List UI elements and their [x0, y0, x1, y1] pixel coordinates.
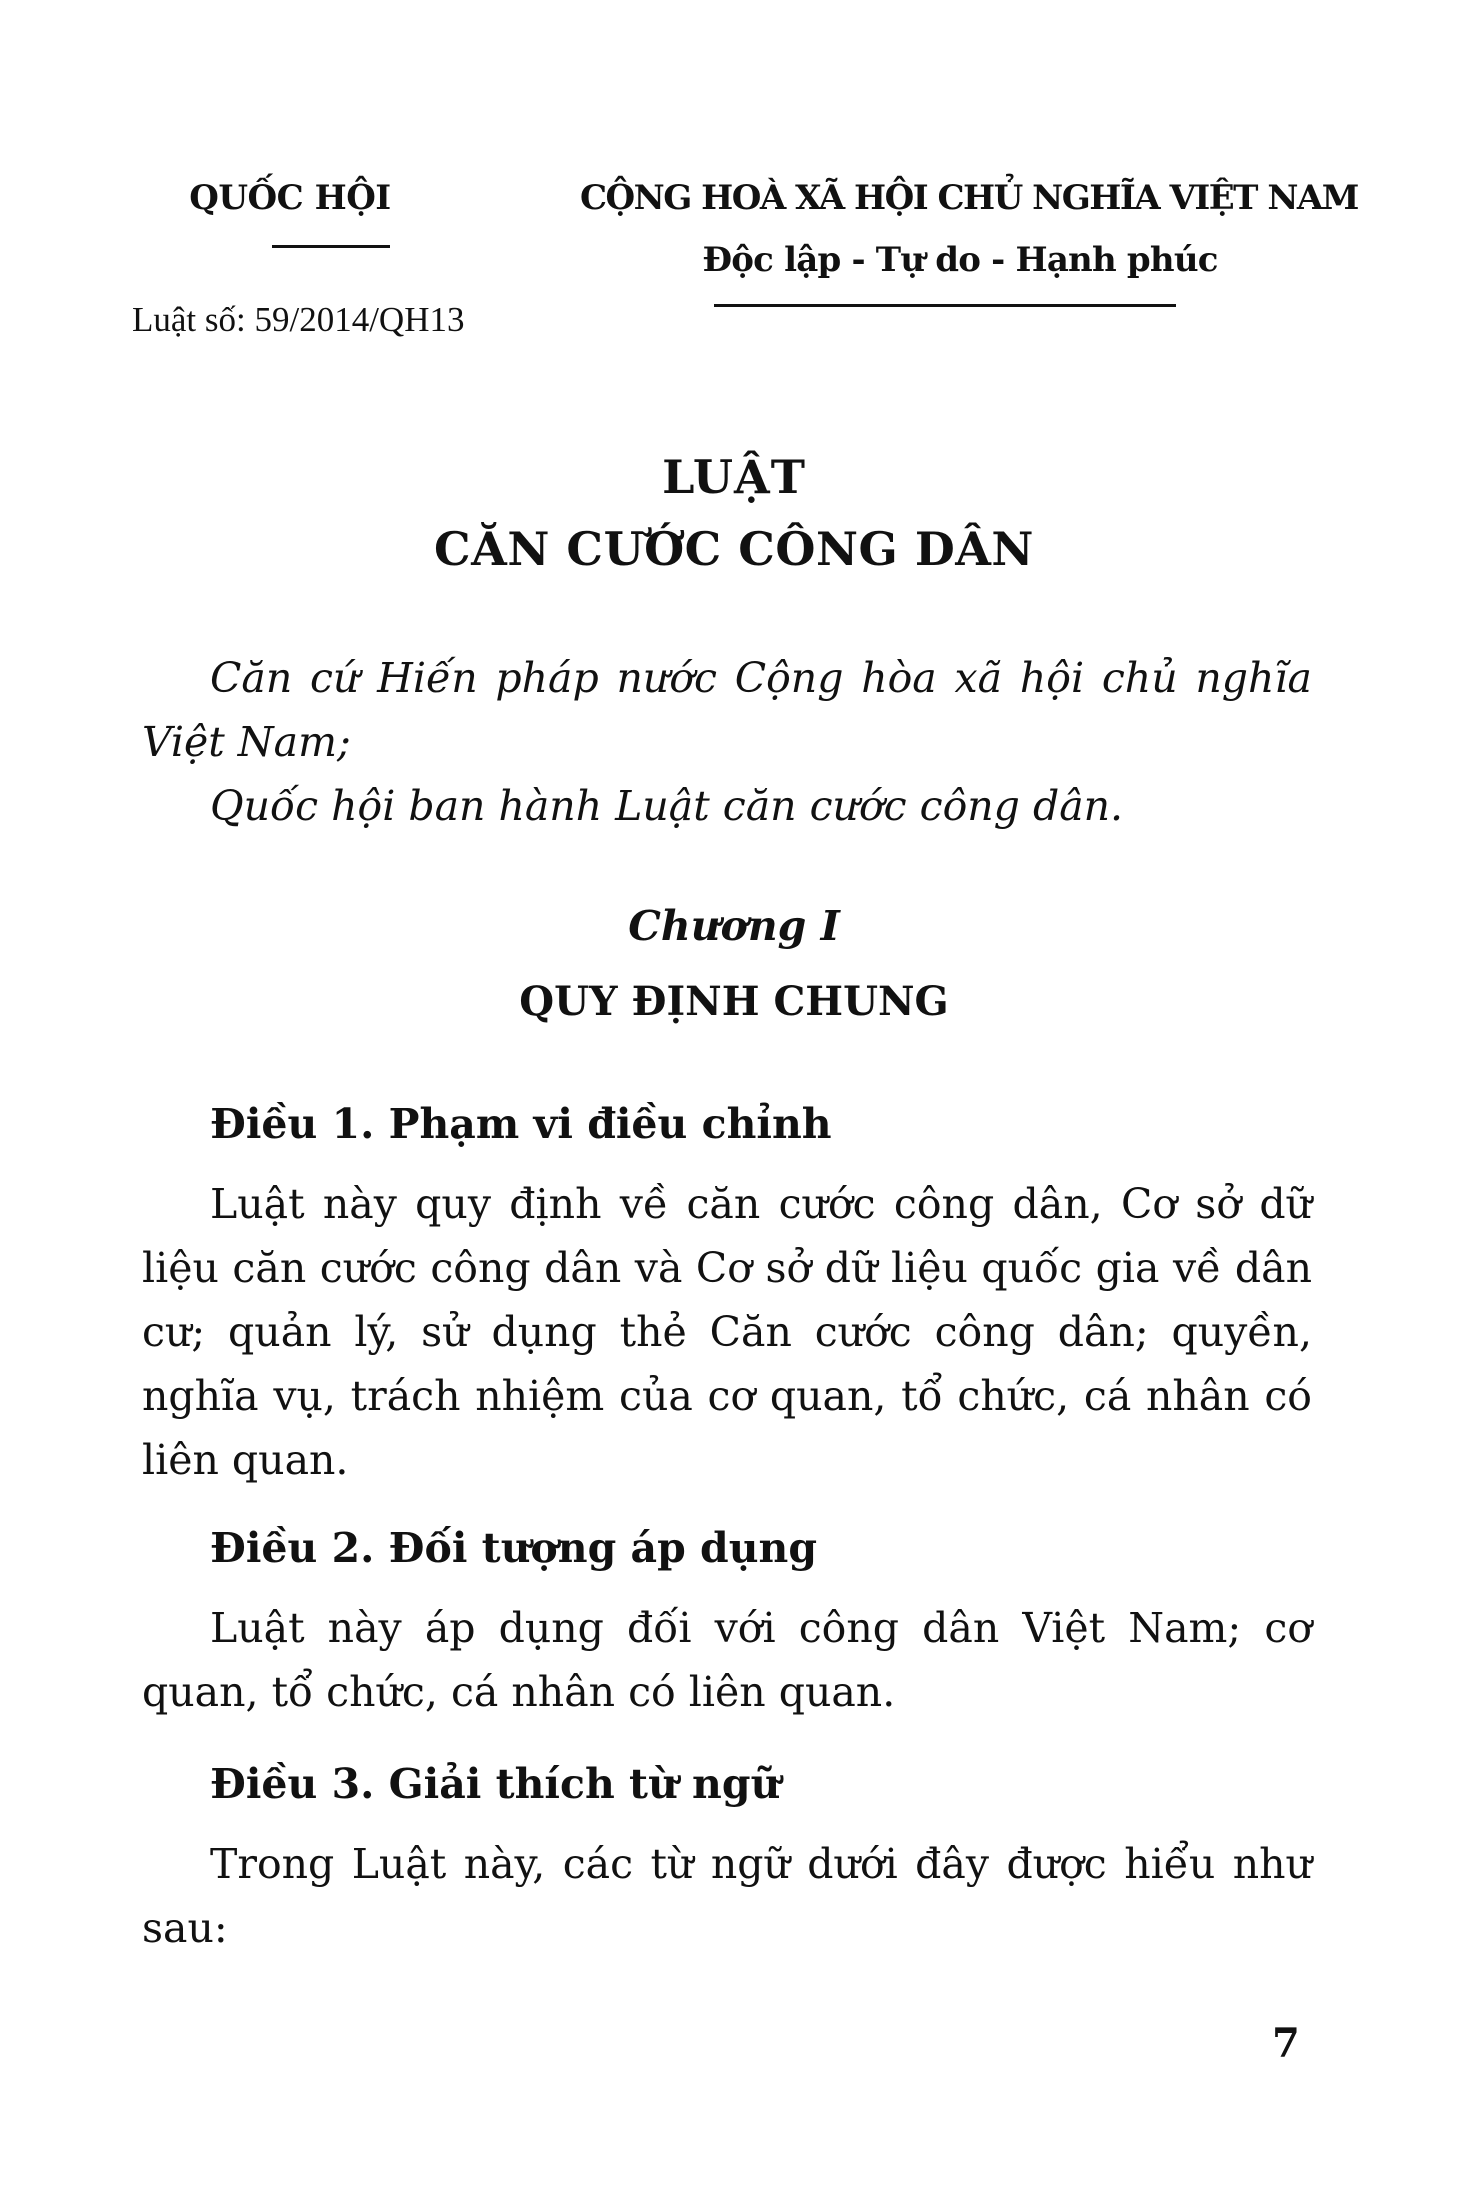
motto-underline — [714, 304, 1176, 307]
national-motto: Độc lập - Tự do - Hạnh phúc — [702, 240, 1218, 280]
issuer-underline — [272, 245, 390, 248]
article-body: Luật này quy định về căn cước công dân, Cơ sở dữ liệu căn cước công dân và Cơ sở dữ liệu quốc gia về dân cư; quản lý, sử dụng thẻ Căn cước công dân; quyền, nghĩa vụ, trách nhiệm của cơ quan, tổ chức, cá nhân có liên quan. — [142, 1180, 1312, 1484]
article-heading: Điều 2. Đối tượng áp dụng — [210, 1524, 817, 1572]
law-number: Luật số: 59/2014/QH13 — [132, 300, 465, 339]
article-heading: Điều 3. Giải thích từ ngữ — [210, 1760, 781, 1808]
law-title: CĂN CƯỚC CÔNG DÂN — [434, 522, 1034, 576]
article-body: Trong Luật này, các từ ngữ dưới đây được hiểu như sau: — [142, 1840, 1312, 1952]
preamble-paragraph: Căn cứ Hiến pháp nước Cộng hòa xã hội chủ nghĩa Việt Nam; — [142, 654, 1312, 766]
document-type-title: LUẬT — [662, 450, 806, 504]
preamble-paragraph: Quốc hội ban hành Luật căn cước công dân. — [210, 782, 1124, 830]
article-body: Luật này áp dụng đối với công dân Việt Nam; cơ quan, tổ chức, cá nhân có liên quan. — [142, 1604, 1312, 1716]
chapter-number: Chương I — [628, 902, 840, 950]
chapter-title: QUY ĐỊNH CHUNG — [519, 978, 949, 1025]
article-heading: Điều 1. Phạm vi điều chỉnh — [210, 1100, 832, 1148]
page-number: 7 — [1272, 2020, 1300, 2067]
issuer-name: QUỐC HỘI — [189, 178, 391, 218]
republic-name: CỘNG HOÀ XÃ HỘI CHỦ NGHĨA VIỆT NAM — [580, 178, 1358, 218]
